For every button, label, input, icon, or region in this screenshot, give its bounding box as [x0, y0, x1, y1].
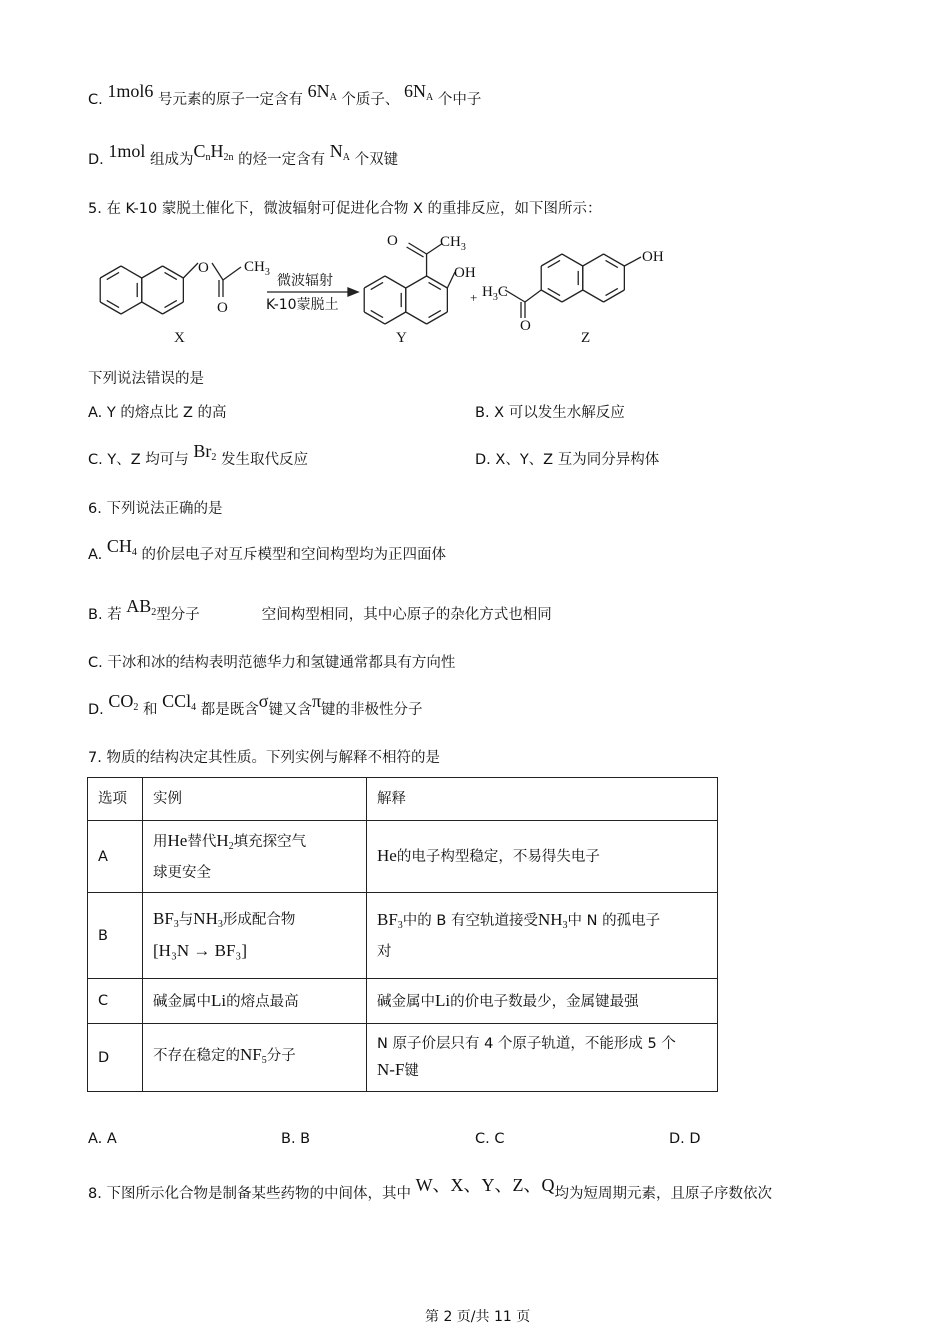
explanation-cell: $BF_3$中的 B 有空轨道接受$NH_3$中 N 的孤电子 对 — [367, 893, 718, 979]
ring-bond — [562, 254, 583, 266]
ring-bond — [583, 254, 604, 266]
ring-bond — [604, 290, 625, 302]
option-cell: B — [88, 893, 143, 979]
example-cell: $BF_3$与$NH_3$形成配合物 [H₃N → BF₃] — [143, 893, 367, 979]
q5-option-a: A. Y 的熔点比 Z 的高 — [88, 405, 227, 421]
q6-option-a: A. $CH_4$ 的价层电子对互斥模型和空间构型均为正四面体 — [88, 536, 447, 563]
ring-bond — [406, 312, 427, 324]
table-row — [88, 821, 718, 893]
ring-bond — [100, 266, 121, 278]
q5-option-c: C. Y、Z 均可与 $Br_2$ 发生取代反应 — [88, 441, 308, 468]
plus-sign: + — [470, 290, 478, 305]
example-cell: 碱金属中Li的熔点最高 — [143, 979, 367, 1024]
q7-option-a: A. A — [88, 1131, 117, 1147]
ring-bond — [562, 290, 583, 302]
ring-bond — [427, 276, 448, 288]
bond — [183, 263, 198, 278]
y-ch3-label: $CH_3$ — [440, 234, 466, 253]
table-row — [88, 1024, 718, 1092]
q6-option-c: C. 干冰和冰的结构表明范德华力和氢键通常都具有方向性 — [88, 655, 456, 671]
header-option: 选项 — [88, 778, 143, 821]
q7-stem: 7. 物质的结构决定其性质。下列实例与解释不相符的是 — [88, 750, 440, 766]
explanation-cell: N 原子价层只有 4 个原子轨道，不能形成 5 个 N-F键 — [367, 1024, 718, 1092]
q6-option-b: B. 若 $AB_2$型分子 空间构型相同，其中心原子的杂化方式也相同 — [88, 596, 552, 623]
bond — [624, 257, 641, 266]
q7-option-d: D. D — [669, 1131, 701, 1147]
table-header-row — [88, 778, 718, 821]
arrow-condition-bottom: K-10蒙脱土 — [266, 297, 339, 313]
ring-bond — [142, 266, 163, 278]
z-carbonyl-o: O — [520, 318, 531, 334]
q5-option-b: B. X 可以发生水解反应 — [475, 405, 625, 421]
bond — [525, 290, 541, 302]
bond — [409, 243, 427, 254]
ring-bond — [385, 276, 406, 288]
ring-bond — [541, 254, 562, 266]
ring-bond — [541, 290, 562, 302]
y-oh-label: OH — [454, 265, 476, 281]
option-cell: D — [88, 1024, 143, 1092]
ring-bond — [385, 312, 406, 324]
q4-option-d: D. 1mol 组成为$C_nH_{2n}$ 的烃一定含有 $N_A$ 个双键 — [88, 141, 399, 168]
label-z: Z — [581, 330, 591, 346]
ring-bond — [604, 254, 625, 266]
explanation-cell: He的电子构型稳定，不易得失电子 — [367, 821, 718, 893]
bond — [223, 267, 241, 280]
x-ch3-label: $CH_3$ — [244, 259, 270, 278]
q7-table — [87, 777, 718, 1092]
ring-bond — [100, 302, 121, 314]
example-cell: 用He替代$H_2$填充探空气 球更安全 — [143, 821, 367, 893]
x-ester-o: O — [198, 260, 209, 276]
q4-option-c: C. 1mol6 号元素的原子一定含有 $6N_A$ 个质子、 $6N_A$ 个中子 — [88, 81, 482, 108]
ring-bond — [163, 266, 184, 278]
header-example: 实例 — [143, 778, 367, 821]
option-cell: A — [88, 821, 143, 893]
q5-stem: 5. 在 K-10 蒙脱土催化下，微波辐射可促进化合物 X 的重排反应，如下图所示： — [88, 201, 602, 217]
x-carbonyl-o: O — [217, 300, 228, 316]
explanation-cell: 碱金属中Li的价电子数最少，金属键最强 — [367, 979, 718, 1024]
ring-bond — [121, 266, 142, 278]
z-oh-label: OH — [642, 249, 664, 265]
ring-bond — [364, 312, 385, 324]
q7-option-c: C. C — [475, 1131, 505, 1147]
reaction-scheme — [0, 220, 700, 350]
q5-prompt: 下列说法错误的是 — [88, 371, 204, 387]
option-cell: C — [88, 979, 143, 1024]
table-row — [88, 979, 718, 1024]
q5-option-d: D. X、Y、Z 互为同分异构体 — [475, 452, 660, 468]
ring-bond — [406, 276, 427, 288]
arrow-head-icon — [348, 288, 358, 296]
header-explanation: 解释 — [367, 778, 718, 821]
ring-bond — [583, 290, 604, 302]
q7-option-b: B. B — [281, 1131, 311, 1147]
ring-bond — [163, 302, 184, 314]
page-footer: 第 2 页/共 11 页 — [425, 1309, 531, 1325]
ring-bond — [121, 302, 142, 314]
label-x: X — [174, 330, 185, 346]
table-row — [88, 893, 718, 979]
q6-option-d: D. $CO_2$ 和 CCl$_4$ 都是既含σ键又含π键的非极性分子 — [88, 691, 423, 718]
ring-bond — [142, 302, 163, 314]
arrow-condition-top: 微波辐射 — [277, 273, 333, 289]
example-cell: 不存在稳定的$NF_5$分子 — [143, 1024, 367, 1092]
q8-stem: 8. 下图所示化合物是制备某些药物的中间体，其中 W、X、Y、Z、Q均为短周期元素，且原子序数依次 — [88, 1175, 773, 1202]
bond — [407, 247, 424, 257]
bond — [505, 290, 525, 302]
label-y: Y — [396, 330, 407, 346]
ring-bond — [427, 312, 448, 324]
y-carbonyl-o: O — [387, 233, 398, 249]
z-h3c-label: $H_3C$ — [482, 284, 508, 303]
bond — [212, 263, 223, 280]
ring-bond — [364, 276, 385, 288]
q6-stem: 6. 下列说法正确的是 — [88, 501, 223, 517]
